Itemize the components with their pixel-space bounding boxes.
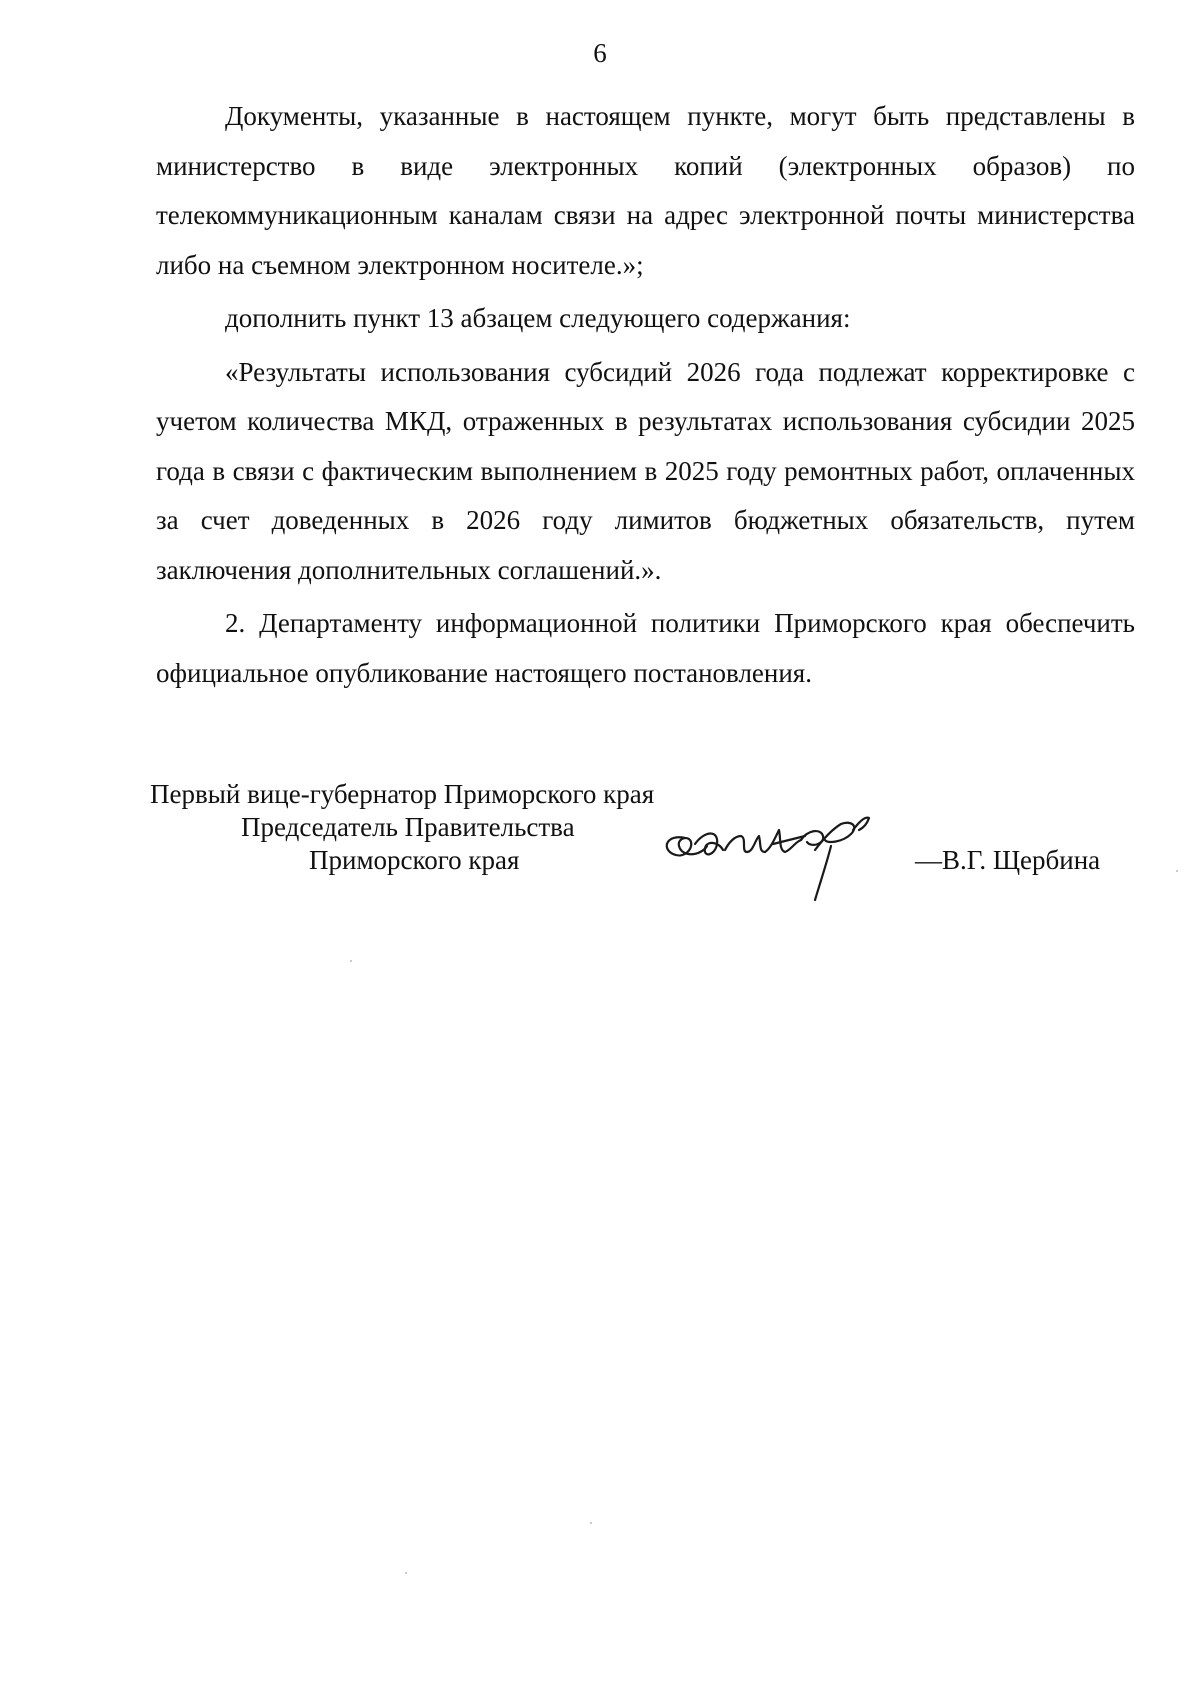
handwritten-signature [655, 800, 915, 910]
signatory-title-line-1: Первый вице-губернатор Приморского края [150, 779, 655, 809]
paragraph-amend-point-13: дополнить пункт 13 абзацем следующего содержания: [225, 303, 851, 333]
paragraph-publication-order: 2. Департаменту информационной политики Приморского края обеспечить официальное опубликование настоящего постановления. [156, 608, 1135, 688]
signatory-title-line-3: Приморского края [309, 845, 520, 875]
paragraph-documents-submission: Документы, указанные в настоящем пункте, могут быть представлены в министерство в виде электронных копий (электронных образов) по телекоммуникационным каналам связи на адрес электронной почты министерства либо на съемном электронном носителе.»; [156, 101, 1135, 280]
scan-speck [1176, 870, 1178, 872]
signatory-name: —В.Г. Щербина [915, 845, 1101, 875]
paragraph-subsidy-results: «Результаты использования субсидий 2026 года подлежат корректировке с учетом количества МКД, отраженных в результатах использования субсидии 2025 года в связи с фактическим выполнением в 2025 году ремонтных работ, оплаченных за счет доведенных в 2026 году лимитов бюджетных обязательств, путем заключения дополнительных соглашений.». [156, 356, 1135, 585]
scan-speck [350, 960, 352, 962]
scan-speck [590, 1522, 592, 1524]
scan-speck [405, 1572, 407, 1574]
signatory-title-line-2: Председатель Правительства [241, 812, 575, 842]
document-body [156, 92, 1135, 698]
page-number: 6 [593, 38, 607, 68]
signatory-title-block [150, 778, 654, 877]
